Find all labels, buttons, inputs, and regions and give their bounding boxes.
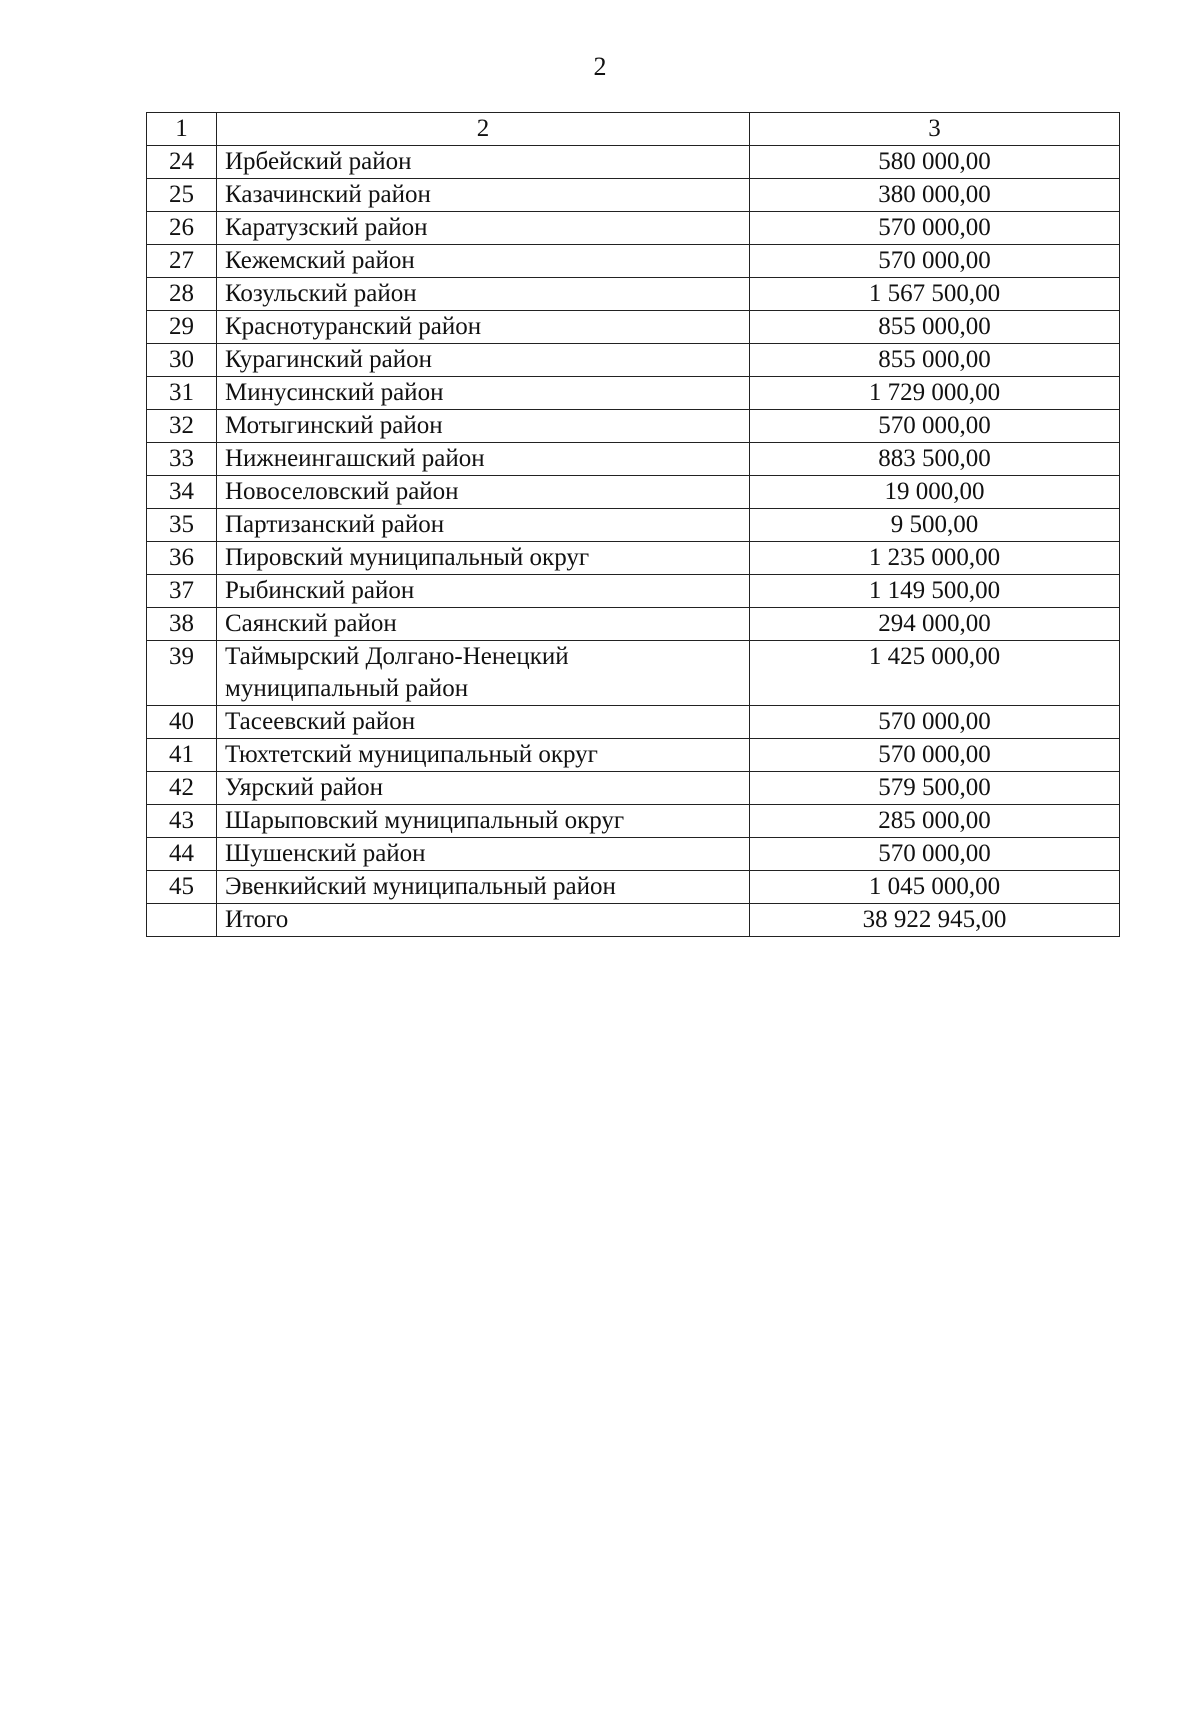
row-number: 34 bbox=[147, 476, 217, 509]
table-row bbox=[147, 772, 1120, 805]
district-name: Пировский муниципальный округ bbox=[217, 542, 750, 575]
amount-value: 570 000,00 bbox=[750, 739, 1120, 772]
table-row bbox=[147, 311, 1120, 344]
row-number: 24 bbox=[147, 146, 217, 179]
row-number: 32 bbox=[147, 410, 217, 443]
row-number: 38 bbox=[147, 608, 217, 641]
table-row bbox=[147, 476, 1120, 509]
amount-value: 1 729 000,00 bbox=[750, 377, 1120, 410]
page-number: 2 bbox=[593, 52, 607, 81]
district-name: Тасеевский район bbox=[217, 706, 750, 739]
district-name: Шарыповский муниципальный округ bbox=[217, 805, 750, 838]
table-body bbox=[147, 113, 1120, 937]
amount-value: 570 000,00 bbox=[750, 706, 1120, 739]
district-name: Минусинский район bbox=[217, 377, 750, 410]
amount-value: 855 000,00 bbox=[750, 311, 1120, 344]
amount-value: 9 500,00 bbox=[750, 509, 1120, 542]
table-row bbox=[147, 443, 1120, 476]
amount-value: 294 000,00 bbox=[750, 608, 1120, 641]
row-number: 30 bbox=[147, 344, 217, 377]
row-number: 43 bbox=[147, 805, 217, 838]
district-name: Курагинский район bbox=[217, 344, 750, 377]
district-name: Итого bbox=[217, 904, 750, 937]
table-row bbox=[147, 739, 1120, 772]
district-name: Мотыгинский район bbox=[217, 410, 750, 443]
district-name: Ирбейский район bbox=[217, 146, 750, 179]
row-number: 31 bbox=[147, 377, 217, 410]
district-name: Тюхтетский муниципальный округ bbox=[217, 739, 750, 772]
row-number: 37 bbox=[147, 575, 217, 608]
amount-value: 1 045 000,00 bbox=[750, 871, 1120, 904]
district-name: Шушенский район bbox=[217, 838, 750, 871]
column-header-value: 3 bbox=[750, 113, 1120, 146]
row-number: 26 bbox=[147, 212, 217, 245]
amount-value: 883 500,00 bbox=[750, 443, 1120, 476]
table-row bbox=[147, 608, 1120, 641]
row-number: 39 bbox=[147, 641, 217, 706]
amount-value: 580 000,00 bbox=[750, 146, 1120, 179]
row-number: 45 bbox=[147, 871, 217, 904]
table-row bbox=[147, 245, 1120, 278]
district-name: Краснотуранский район bbox=[217, 311, 750, 344]
table-row bbox=[147, 641, 1120, 706]
row-number: 29 bbox=[147, 311, 217, 344]
row-number bbox=[147, 904, 217, 937]
amount-value: 570 000,00 bbox=[750, 245, 1120, 278]
district-name: Эвенкийский муниципальный район bbox=[217, 871, 750, 904]
amount-value: 570 000,00 bbox=[750, 410, 1120, 443]
table-row bbox=[147, 706, 1120, 739]
district-name: Уярский район bbox=[217, 772, 750, 805]
row-number: 25 bbox=[147, 179, 217, 212]
district-name: Каратузский район bbox=[217, 212, 750, 245]
district-name: Саянский район bbox=[217, 608, 750, 641]
amount-value: 1 425 000,00 bbox=[750, 641, 1120, 706]
table-row bbox=[147, 146, 1120, 179]
table-row bbox=[147, 575, 1120, 608]
row-number: 33 bbox=[147, 443, 217, 476]
table-row bbox=[147, 871, 1120, 904]
row-number: 28 bbox=[147, 278, 217, 311]
amount-value: 579 500,00 bbox=[750, 772, 1120, 805]
table-row bbox=[147, 212, 1120, 245]
amount-value: 1 235 000,00 bbox=[750, 542, 1120, 575]
row-number: 42 bbox=[147, 772, 217, 805]
amount-value: 570 000,00 bbox=[750, 212, 1120, 245]
table-row bbox=[147, 542, 1120, 575]
total-row bbox=[147, 904, 1120, 937]
district-name: Казачинский район bbox=[217, 179, 750, 212]
district-name: Кежемский район bbox=[217, 245, 750, 278]
row-number: 35 bbox=[147, 509, 217, 542]
table-row bbox=[147, 805, 1120, 838]
district-name: Партизанский район bbox=[217, 509, 750, 542]
district-name: Новоселовский район bbox=[217, 476, 750, 509]
row-number: 41 bbox=[147, 739, 217, 772]
table-row bbox=[147, 838, 1120, 871]
table-row bbox=[147, 509, 1120, 542]
district-name: Козульский район bbox=[217, 278, 750, 311]
row-number: 36 bbox=[147, 542, 217, 575]
amount-value: 380 000,00 bbox=[750, 179, 1120, 212]
district-name: Нижнеингашский район bbox=[217, 443, 750, 476]
row-number: 27 bbox=[147, 245, 217, 278]
amount-value: 570 000,00 bbox=[750, 838, 1120, 871]
table-row bbox=[147, 377, 1120, 410]
amount-value: 285 000,00 bbox=[750, 805, 1120, 838]
amount-value: 1 149 500,00 bbox=[750, 575, 1120, 608]
amount-value: 1 567 500,00 bbox=[750, 278, 1120, 311]
table-row bbox=[147, 410, 1120, 443]
amount-value: 38 922 945,00 bbox=[750, 904, 1120, 937]
table-row bbox=[147, 278, 1120, 311]
district-name: Рыбинский район bbox=[217, 575, 750, 608]
table-header-row bbox=[147, 113, 1120, 146]
row-number: 44 bbox=[147, 838, 217, 871]
amount-value: 855 000,00 bbox=[750, 344, 1120, 377]
row-number: 40 bbox=[147, 706, 217, 739]
table-row bbox=[147, 344, 1120, 377]
table-row bbox=[147, 179, 1120, 212]
allocation-table bbox=[146, 112, 1120, 937]
amount-value: 19 000,00 bbox=[750, 476, 1120, 509]
column-header-number: 1 bbox=[147, 113, 217, 146]
district-name: Таймырский Долгано-Ненецкий муниципальный район bbox=[217, 641, 750, 706]
column-header-name: 2 bbox=[217, 113, 750, 146]
